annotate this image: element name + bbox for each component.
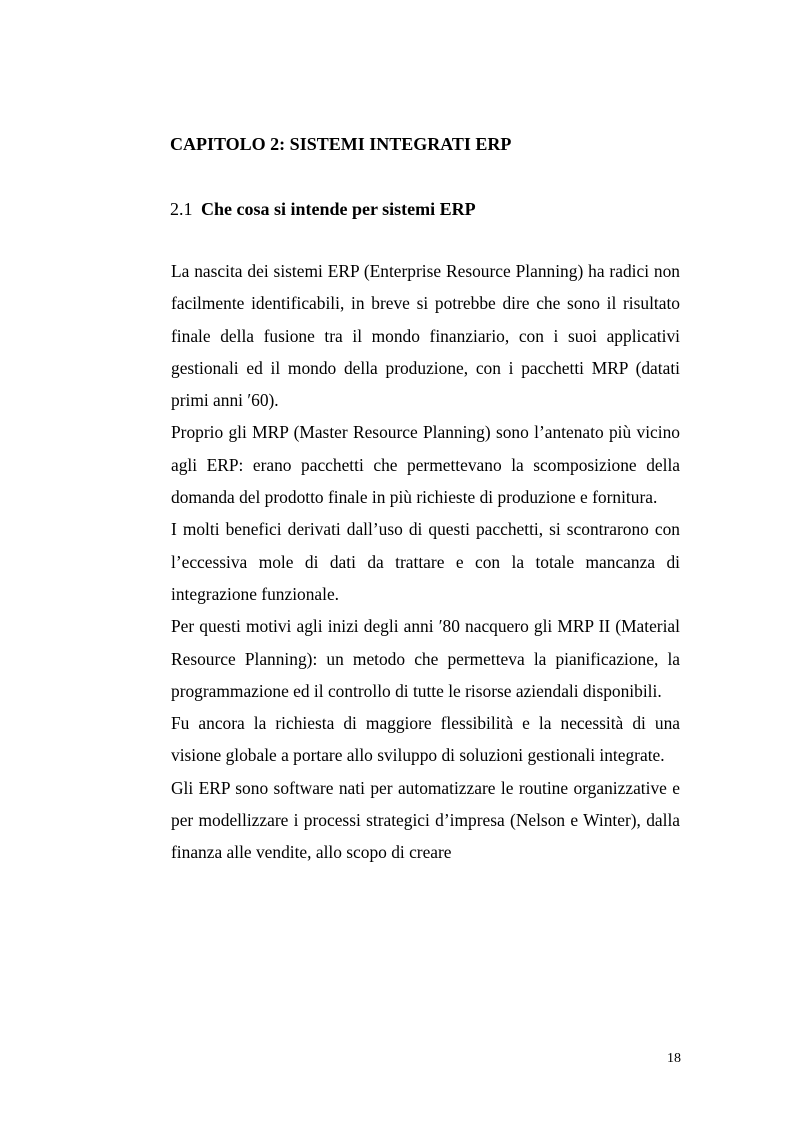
paragraph: Gli ERP sono software nati per automatizzare le routine organizzative e per modellizzare i processi strategici d’impresa (Nelson e Winter), dalla finanza alle vendite, allo scopo di creare (171, 777, 680, 863)
paragraph: La nascita dei sistemi ERP (Enterprise Resource Planning) ha radici non facilmente identificabili, in breve si potrebbe dire che sono il risultato finale della fusione tra il mondo finanziario, con i suoi applicativi gestionali ed il mondo della produzione, con i pacchetti MRP (datati primi anni ′60). (171, 261, 680, 411)
section-title: Che cosa si intende per sistemi ERP (201, 199, 476, 219)
body-text (171, 255, 680, 869)
paragraph: I molti benefici derivati dall’uso di questi pacchetti, si scontrarono con l’eccessiva mole di dati da trattare e con la totale mancanza di integrazione funzionale. (171, 519, 680, 604)
section-heading (170, 197, 476, 221)
chapter-title: CAPITOLO 2: SISTEMI INTEGRATI ERP (170, 134, 512, 154)
paragraph: Fu ancora la richiesta di maggiore flessibilità e la necessità di una visione globale a portare allo sviluppo di soluzioni gestionali integrate. (171, 713, 680, 766)
section-number: 2.1 (170, 199, 193, 219)
page-number: 18 (667, 1051, 681, 1066)
paragraph: Per questi motivi agli inizi degli anni ′80 nacquero gli MRP II (Material Resource Planning): un metodo che permetteva la pianificazione, la programmazione ed il controllo di tutte le risorse aziendali disponibili. (171, 616, 680, 701)
paragraph: Proprio gli MRP (Master Resource Planning) sono l’antenato più vicino agli ERP: erano pacchetti che permettevano la scomposizione della domanda del prodotto finale in più richieste di produzione e fornitura. (171, 422, 680, 508)
